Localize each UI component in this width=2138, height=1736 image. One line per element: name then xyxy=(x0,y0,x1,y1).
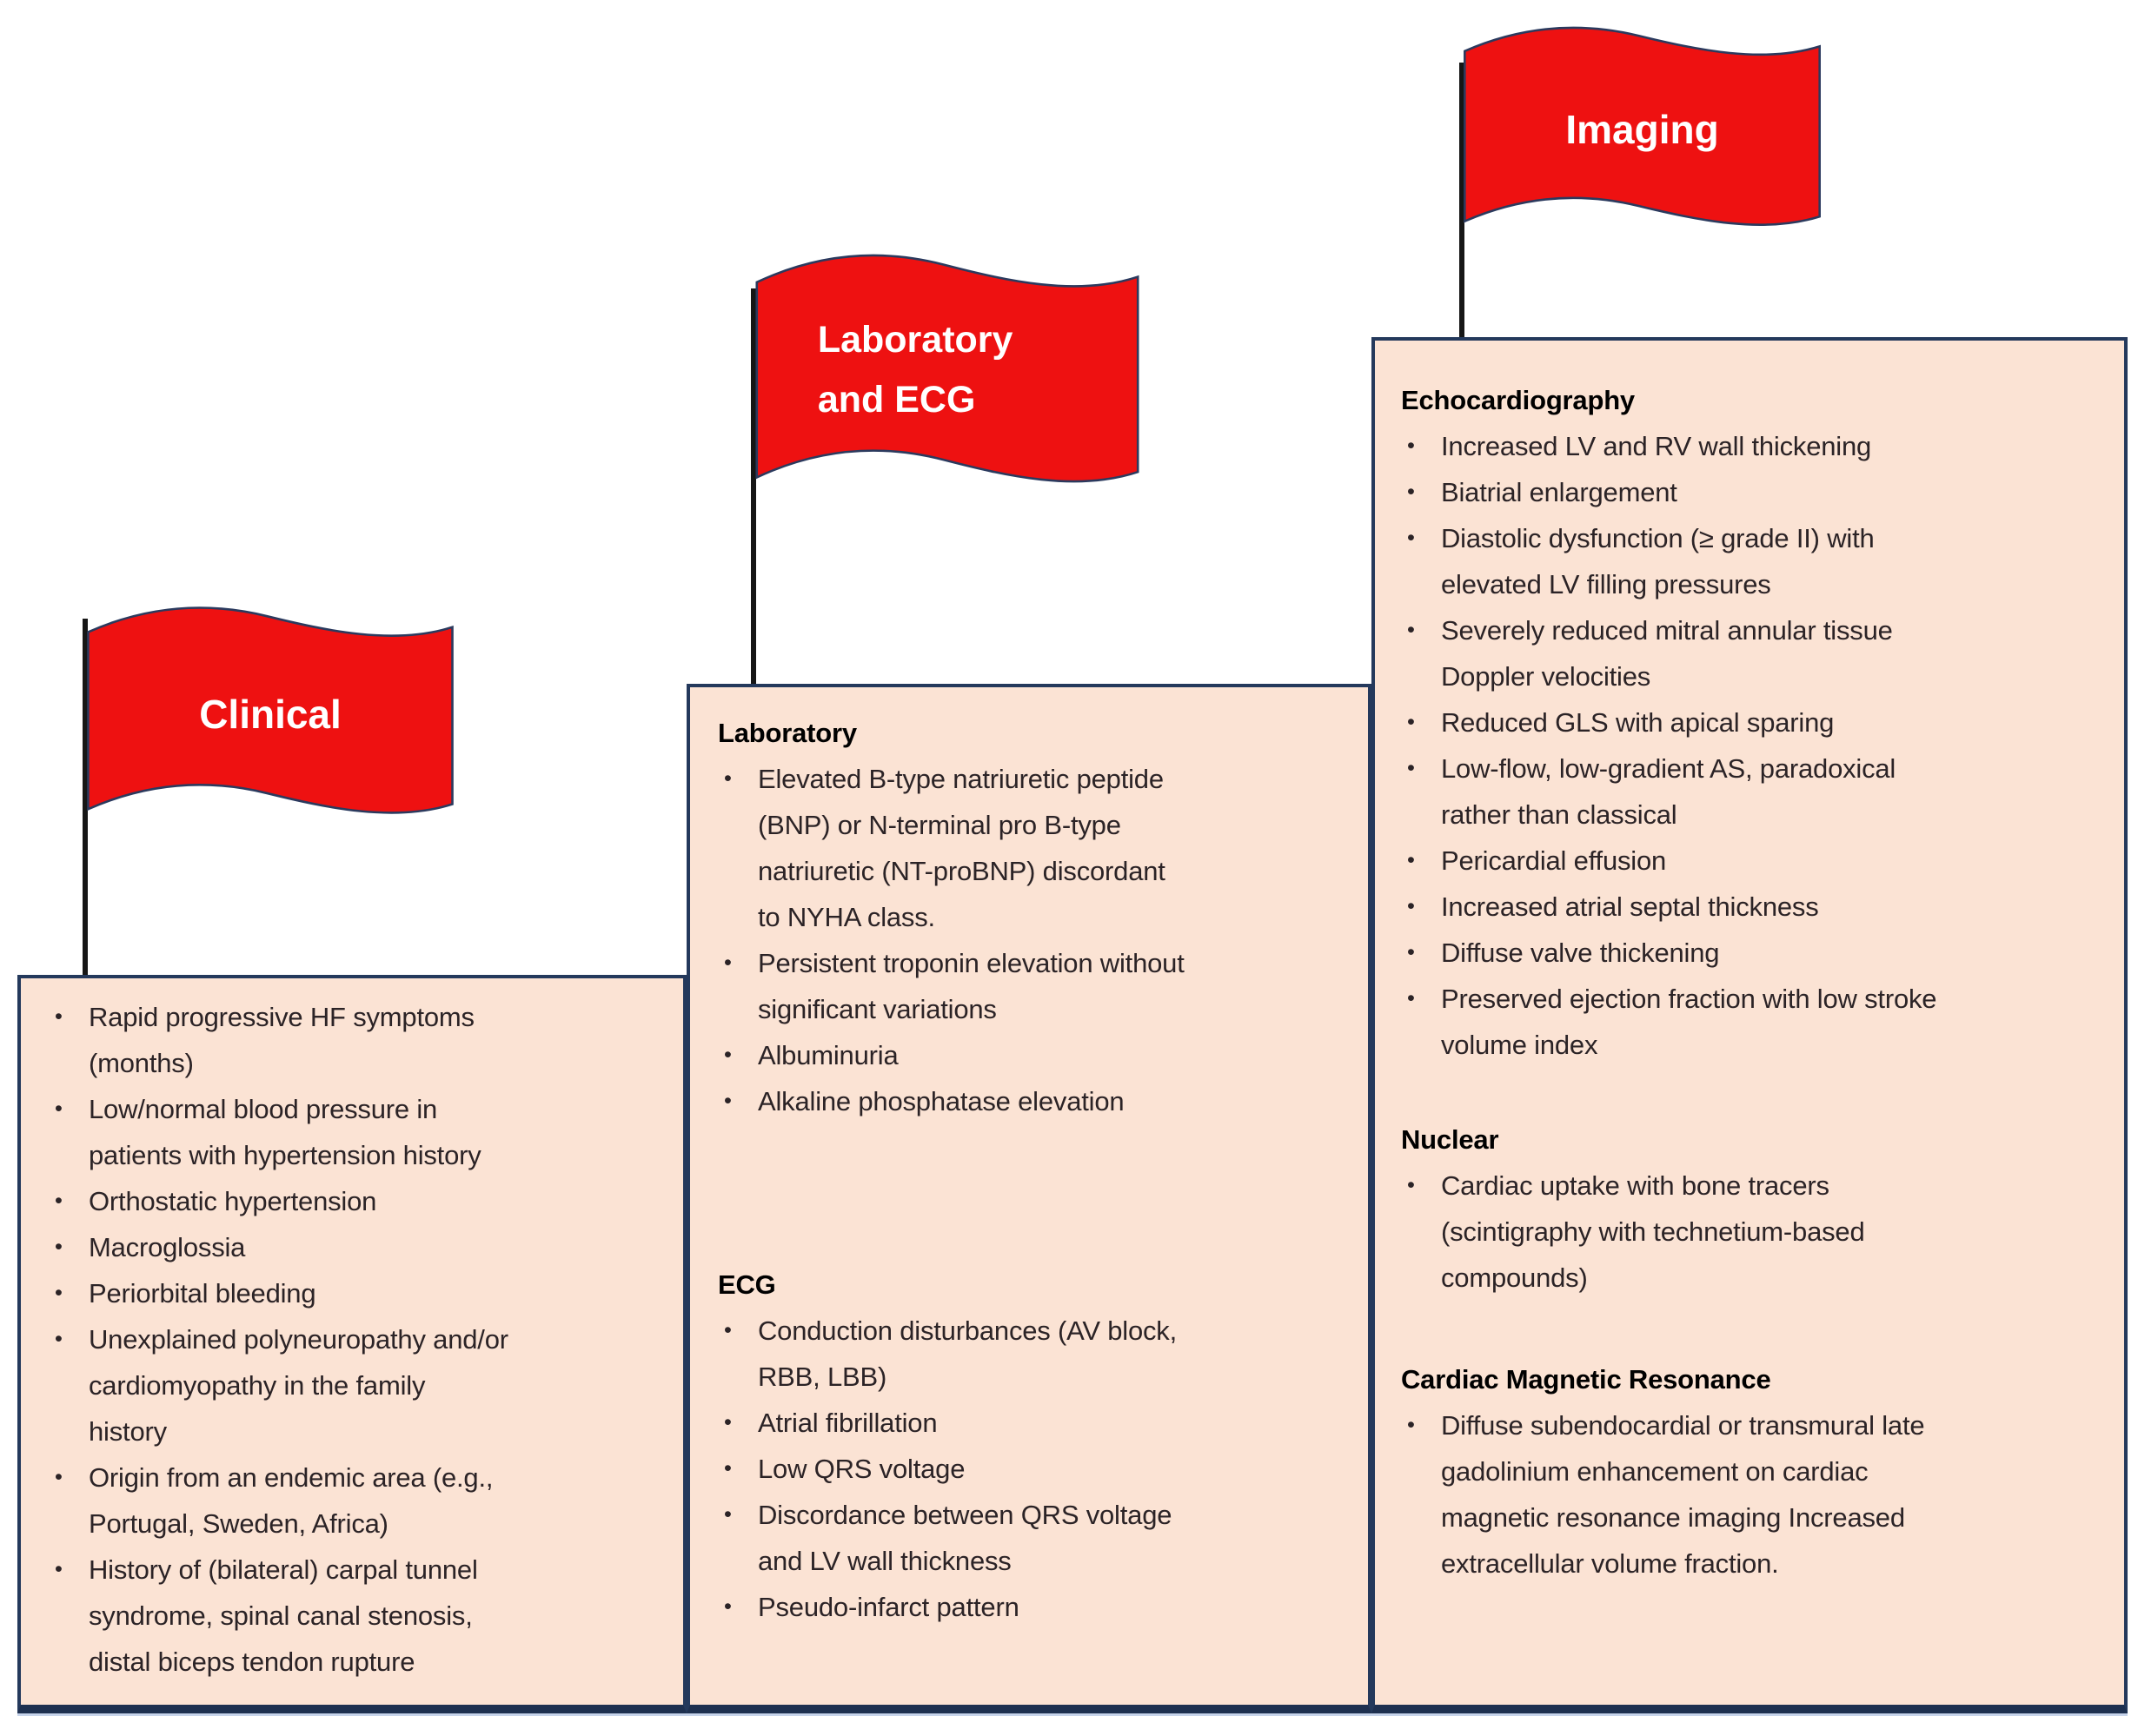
flag-label-text xyxy=(818,310,1013,430)
list-item: • Increased atrial septal thickness xyxy=(1401,884,1940,930)
list-item: • Elevated B-type natriuretic peptide (BNP) or N-terminal pro B-type natriuretic (NT-proBNP) discordant to NYHA class. xyxy=(718,756,1192,940)
imaging-box xyxy=(1371,337,2128,1713)
cardiac-magnetic-resonance-section xyxy=(1401,1356,2105,1587)
list-item: • Low QRS voltage xyxy=(718,1446,1192,1492)
list-item: • Biatrial enlargement xyxy=(1401,469,1940,515)
list-item: • Severely reduced mitral annular tissue Doppler velocities xyxy=(1401,607,1940,699)
list-item: • Preserved ejection fraction with low stroke volume index xyxy=(1401,976,1940,1068)
list-item: • Pseudo-infarct pattern xyxy=(718,1584,1192,1630)
list-item: • Diffuse valve thickening xyxy=(1401,930,1940,976)
list-item: • Low/normal blood pressure in patients with hypertension history xyxy=(49,1086,509,1178)
section-heading: Cardiac Magnetic Resonance xyxy=(1401,1364,1771,1395)
clinical-box xyxy=(17,975,687,1713)
list-item: • Unexplained polyneuropathy and/or cardiomyopathy in the family history xyxy=(49,1316,509,1454)
section-heading: ECG xyxy=(718,1269,776,1300)
section-heading: Echocardiography xyxy=(1401,385,1635,415)
section-heading: Nuclear xyxy=(1401,1124,1499,1155)
laboratory-section xyxy=(718,710,1349,1124)
list-item: • Albuminuria xyxy=(718,1032,1192,1078)
list-item: • History of (bilateral) carpal tunnel syndrome, spinal canal stenosis, distal biceps tendon rupture xyxy=(49,1547,509,1685)
laboratory-ecg-flag-label xyxy=(751,235,1144,506)
clinical-section xyxy=(49,994,666,1685)
flag-label-line: and ECG xyxy=(817,379,976,421)
nuclear-bullet-list xyxy=(1401,1163,1940,1301)
list-item: • Origin from an endemic area (e.g., Portugal, Sweden, Africa) xyxy=(49,1454,509,1547)
list-item: • Persistent troponin elevation without significant variations xyxy=(718,940,1192,1032)
list-item: • Atrial fibrillation xyxy=(718,1400,1192,1446)
list-item: • Periorbital bleeding xyxy=(49,1270,509,1316)
ecg-section xyxy=(718,1262,1349,1630)
flag-label-line: Laboratory xyxy=(817,319,1013,361)
laboratory-ecg-box xyxy=(687,684,1371,1713)
clinical-flag xyxy=(83,595,458,841)
list-item: • Reduced GLS with apical sparing xyxy=(1401,699,1940,745)
ecg-bullet-list xyxy=(718,1308,1192,1630)
laboratory-ecg-flag xyxy=(751,242,1144,513)
flag-label-text: Clinical xyxy=(199,691,342,737)
imaging-flag xyxy=(1459,16,1825,252)
laboratory-bullet-list xyxy=(718,756,1192,1124)
list-item: • Cardiac uptake with bone tracers (scintigraphy with technetium-based compounds) xyxy=(1401,1163,1940,1301)
echocardiography-section xyxy=(1401,377,2105,1068)
section-heading: Laboratory xyxy=(718,718,857,748)
echocardiography-bullet-list xyxy=(1401,423,1940,1068)
list-item: • Orthostatic hypertension xyxy=(49,1178,509,1224)
list-item: • Pericardial effusion xyxy=(1401,838,1940,884)
list-item: • Alkaline phosphatase elevation xyxy=(718,1078,1192,1124)
list-item: • Discordance between QRS voltage and LV wall thickness xyxy=(718,1492,1192,1584)
list-item: • Rapid progressive HF symptoms (months) xyxy=(49,994,509,1086)
list-item: • Diffuse subendocardial or transmural late gadolinium enhancement on cardiac magnetic resonance imaging Increased extracellular volume fraction. xyxy=(1401,1402,1940,1587)
list-item: • Increased LV and RV wall thickening xyxy=(1401,423,1940,469)
list-item: • Diastolic dysfunction (≥ grade II) with elevated LV filling pressures xyxy=(1401,515,1940,607)
list-item: • Low-flow, low-gradient AS, paradoxical rather than classical xyxy=(1401,745,1940,838)
flag-label-text: Imaging xyxy=(1565,107,1719,153)
clinical-bullet-list xyxy=(49,994,509,1685)
list-item: • Conduction disturbances (AV block, RBB, LBB) xyxy=(718,1308,1192,1400)
imaging-flag-label xyxy=(1459,12,1825,248)
nuclear-section xyxy=(1401,1116,2105,1301)
list-item: • Macroglossia xyxy=(49,1224,509,1270)
clinical-flag-label xyxy=(83,592,458,838)
cmr-bullet-list xyxy=(1401,1402,1940,1587)
